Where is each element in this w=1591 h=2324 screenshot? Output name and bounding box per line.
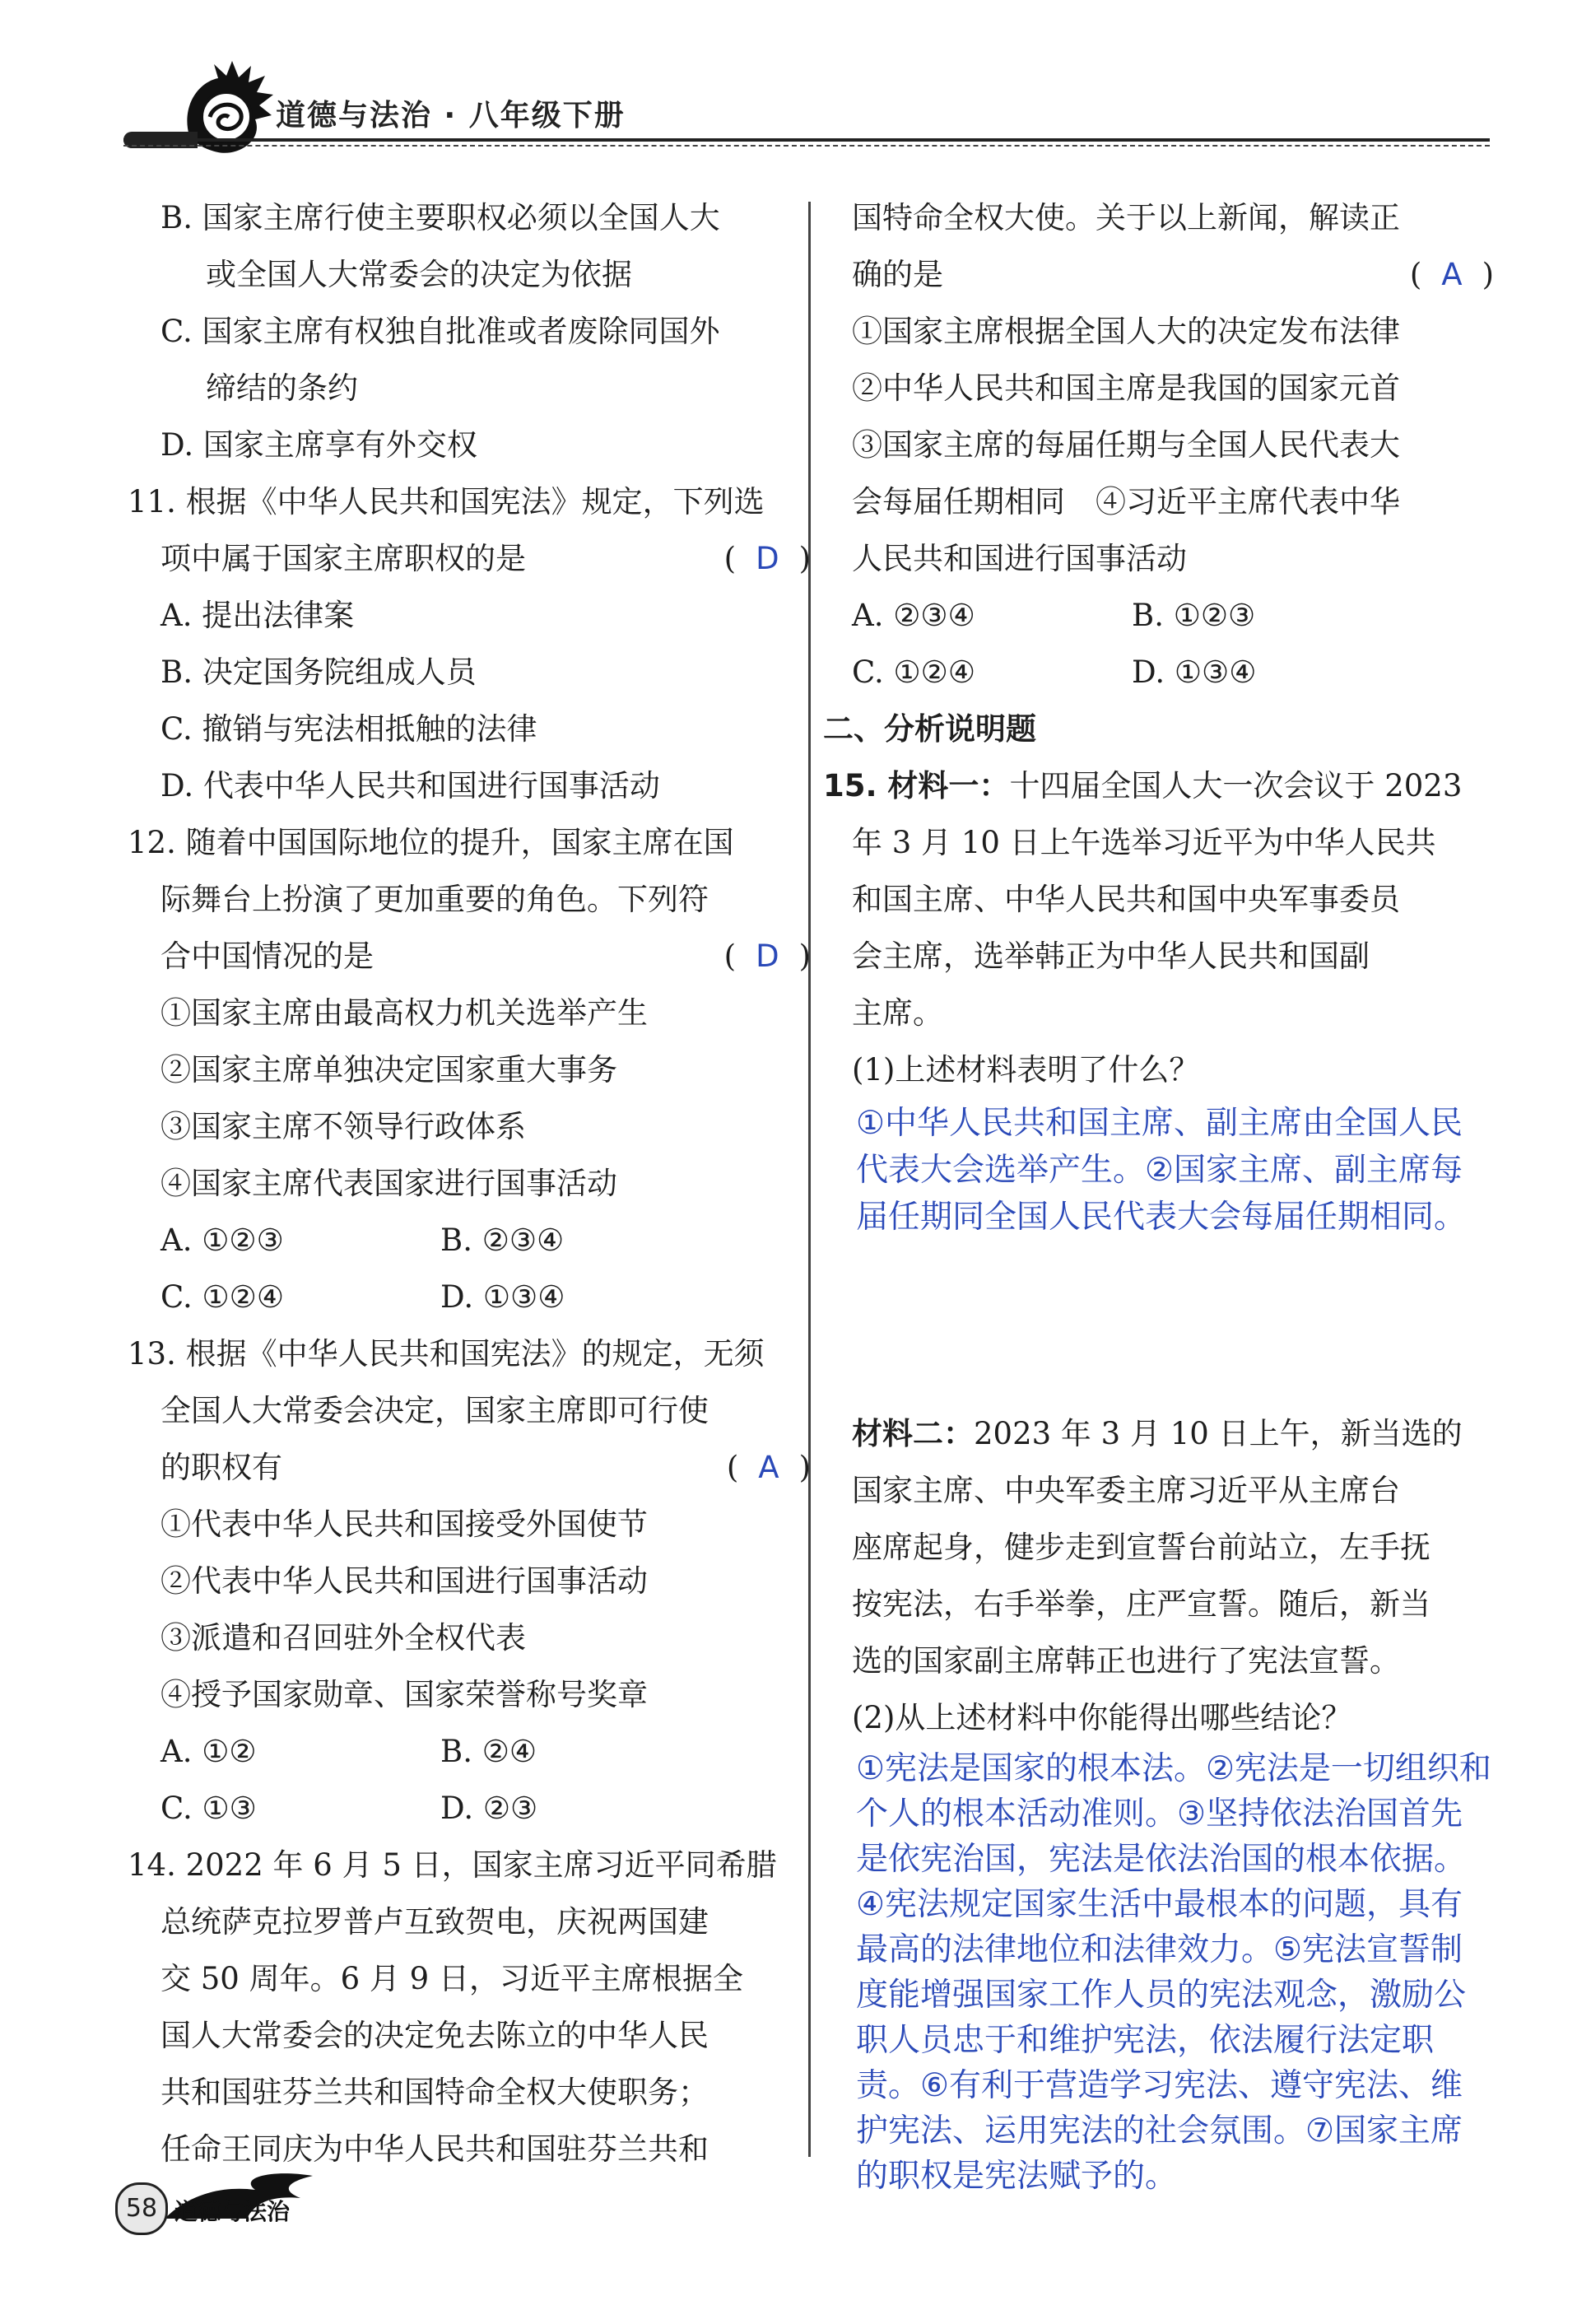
q13-options-ab	[160, 1723, 811, 1780]
left-column	[128, 189, 811, 2177]
q13-statement-1: ①代表中华人民共和国接受外国使节	[160, 1507, 648, 1542]
q14-answer-letter: A	[1441, 257, 1463, 292]
page-footer	[115, 2161, 362, 2243]
q14-statement-4: 人民共和国进行国事活动	[852, 541, 1187, 576]
q15-material-2-3: 座席起身，健步走到宣誓台前站立，左手抚	[852, 1530, 1431, 1565]
q13-answer: ( A )	[726, 1450, 811, 1485]
q15-material-1-2: 年 3 月 10 日上午选举习近平为中华人民共	[852, 825, 1436, 860]
q12-statement-1: ①国家主席由最高权力机关选举产生	[160, 995, 648, 1031]
q12-option-c: C. ①②④	[160, 1279, 285, 1315]
q14-option-a: A. ②③④	[852, 598, 975, 633]
q13-statement-2: ②代表中华人民共和国进行国事活动	[160, 1563, 648, 1599]
q10-option-b-cont: 或全国人大常委会的决定为依据	[206, 257, 632, 292]
q11-stem-cont	[160, 530, 811, 587]
q13-stem-cont2	[160, 1439, 811, 1496]
q11-stem: 11. 根据《中华人民共和国宪法》规定，下列选	[128, 484, 765, 519]
page-number: 58	[115, 2182, 168, 2235]
right-column	[823, 189, 1494, 2199]
q10-option-b: B. 国家主席行使主要职权必须以全国人大	[160, 200, 720, 235]
q10-option-c-cont: 缔结的条约	[206, 370, 358, 406]
q13-option-c: C. ①③	[160, 1791, 257, 1826]
page-header	[123, 49, 1490, 165]
q12-options-ab	[160, 1212, 811, 1269]
q13-stem-cont: 全国人大常委会决定，国家主席即可行使	[160, 1393, 709, 1428]
q14-stem-2: 总统萨克拉罗普卢互致贺电，庆祝两国建	[160, 1904, 709, 1940]
q14-stem-7: 国特命全权大使。关于以上新闻，解读正	[852, 200, 1400, 235]
q12-statement-4: ④国家主席代表国家进行国事活动	[160, 1166, 617, 1201]
header-dashed-rule	[123, 145, 1490, 147]
q14-stem: 14. 2022 年 6 月 5 日，国家主席习近平同希腊	[128, 1847, 777, 1883]
q14-stem-4: 国人大常委会的决定免去陈立的中华人民	[160, 2018, 709, 2053]
header-rule	[123, 138, 1490, 142]
q12-statement-2: ②国家主席单独决定国家重大事务	[160, 1052, 617, 1087]
section-heading: 二、分析说明题	[823, 711, 1036, 747]
q11-answer: ( D )	[723, 541, 811, 576]
q13-stem-text: 的职权有	[160, 1450, 282, 1485]
q11-option-c: C. 撤销与宪法相抵触的法律	[160, 711, 537, 747]
q15-label: 15. 材料一：	[823, 768, 1010, 803]
q15-prompt-2: (2)从上述材料中你能得出哪些结论？	[852, 1700, 1352, 1735]
q12-option-d: D. ①③④	[440, 1279, 565, 1315]
q11-answer-letter: D	[756, 541, 779, 576]
q10-option-c: C. 国家主席有权独自批准或者废除同国外	[160, 314, 720, 349]
q15-answer-2: ①宪法是国家的根本法。②宪法是一切组织和个人的根本活动准则。③坚持依法治国首先是依宪治国，宪法是依法治国的根本依据。④宪法规定国家生活中最根本的问题，具有最高的法律地位和法律效力。⑤宪法宣誓制度能增强国家工作人员的宪法观念，激励公职人员忠于和维护宪法，依法履行法定职责。⑥有利于营造学习宪法、遵守宪法、维护宪法、运用宪法的社会氛围。⑦国家主席的职权是宪法赋予的。	[856, 1750, 1491, 2195]
q10-option-d: D. 国家主席享有外交权	[160, 427, 477, 463]
q14-stem-3: 交 50 周年。6 月 9 日，习近平主席根据全	[160, 1961, 743, 1996]
q14-options-cd	[852, 644, 1494, 701]
q14-stem-8	[852, 246, 1494, 303]
q14-option-b: B. ①②③	[1132, 598, 1256, 633]
q12-stem-text: 合中国情况的是	[160, 938, 374, 974]
q15-prompt-1: (1)上述材料表明了什么？	[852, 1052, 1200, 1087]
q11-option-b: B. 决定国务院组成人员	[160, 654, 477, 690]
q15-material-2	[852, 1405, 1494, 1462]
q15-material-2-text: 2023 年 3 月 10 日上午，新当选的	[974, 1416, 1463, 1451]
q11-option-d: D. 代表中华人民共和国进行国事活动	[160, 768, 660, 803]
q15-material-2-2: 国家主席、中央军委主席习近平从主席台	[852, 1473, 1400, 1508]
q15-answer-1: ①中华人民共和国主席、副主席由全国人民代表大会选举产生。②国家主席、副主席每届任期同全国人民代表大会每届任期相同。	[856, 1105, 1467, 1236]
q13-answer-letter: A	[758, 1450, 779, 1485]
q14-stem-text: 确的是	[852, 257, 943, 292]
q12-option-a: A. ①②③	[160, 1223, 284, 1258]
q14-statement-3-4: 会每届任期相同 ④习近平主席代表中华	[852, 484, 1400, 519]
q11-option-a: A. 提出法律案	[160, 598, 355, 633]
q14-statement-3: ③国家主席的每届任期与全国人民代表大	[852, 427, 1400, 463]
q13-option-a: A. ①②	[160, 1734, 257, 1769]
q12-stem-cont2	[160, 928, 811, 985]
q14-statement-1: ①国家主席根据全国人大的决定发布法律	[852, 314, 1400, 349]
q13-options-cd	[160, 1780, 811, 1837]
q15-material-1-3: 和国主席、中华人民共和国中央军事委员	[852, 882, 1400, 917]
q14-stem-5: 共和国驻芬兰共和国特命全权大使职务；	[160, 2075, 709, 2110]
q15-material-1-text: 十四届全国人大一次会议于 2023	[1009, 768, 1463, 803]
q12-statement-3: ③国家主席不领导行政体系	[160, 1109, 526, 1144]
book-title: 道德与法治 · 八年级下册	[276, 99, 626, 133]
q13-option-b: B. ②④	[440, 1734, 537, 1769]
q14-options-ab	[852, 587, 1494, 644]
q15-material-2-5: 选的国家副主席韩正也进行了宪法宣誓。	[852, 1643, 1400, 1679]
q11-stem-text: 项中属于国家主席职权的是	[160, 541, 526, 576]
q15-material-1-5: 主席。	[852, 995, 943, 1031]
q15-material-1	[823, 757, 1494, 814]
q14-stem-6: 任命王同庆为中华人民共和国驻芬兰共和	[160, 2131, 709, 2167]
q13-stem: 13. 根据《中华人民共和国宪法》的规定，无须	[128, 1336, 765, 1372]
q14-option-d: D. ①③④	[1132, 654, 1257, 690]
q15-material-2-label: 材料二：	[852, 1416, 974, 1451]
q13-option-d: D. ②③	[440, 1791, 538, 1826]
q13-statement-3: ③派遣和召回驻外全权代表	[160, 1620, 526, 1656]
q15-material-1-4: 会主席，选举韩正为中华人民共和国副	[852, 938, 1370, 974]
q12-option-b: B. ②③④	[440, 1223, 565, 1258]
q12-answer-letter: D	[756, 938, 779, 974]
answer-space	[852, 1241, 1494, 1405]
q12-stem-cont: 际舞台上扮演了更加重要的角色。下列符	[160, 882, 709, 917]
footer-label: 道德与法治	[174, 2198, 291, 2225]
q12-answer: ( D )	[723, 938, 811, 974]
q13-statement-4: ④授予国家勋章、国家荣誉称号奖章	[160, 1677, 648, 1712]
q15-material-2-4: 按宪法，右手举拳，庄严宣誓。随后，新当	[852, 1586, 1431, 1622]
q12-stem: 12. 随着中国国际地位的提升，国家主席在国	[128, 825, 734, 860]
q14-answer: ( A )	[1409, 257, 1494, 292]
q14-statement-2: ②中华人民共和国主席是我国的国家元首	[852, 370, 1400, 406]
q14-option-c: C. ①②④	[852, 654, 976, 690]
q12-options-cd	[160, 1269, 811, 1325]
